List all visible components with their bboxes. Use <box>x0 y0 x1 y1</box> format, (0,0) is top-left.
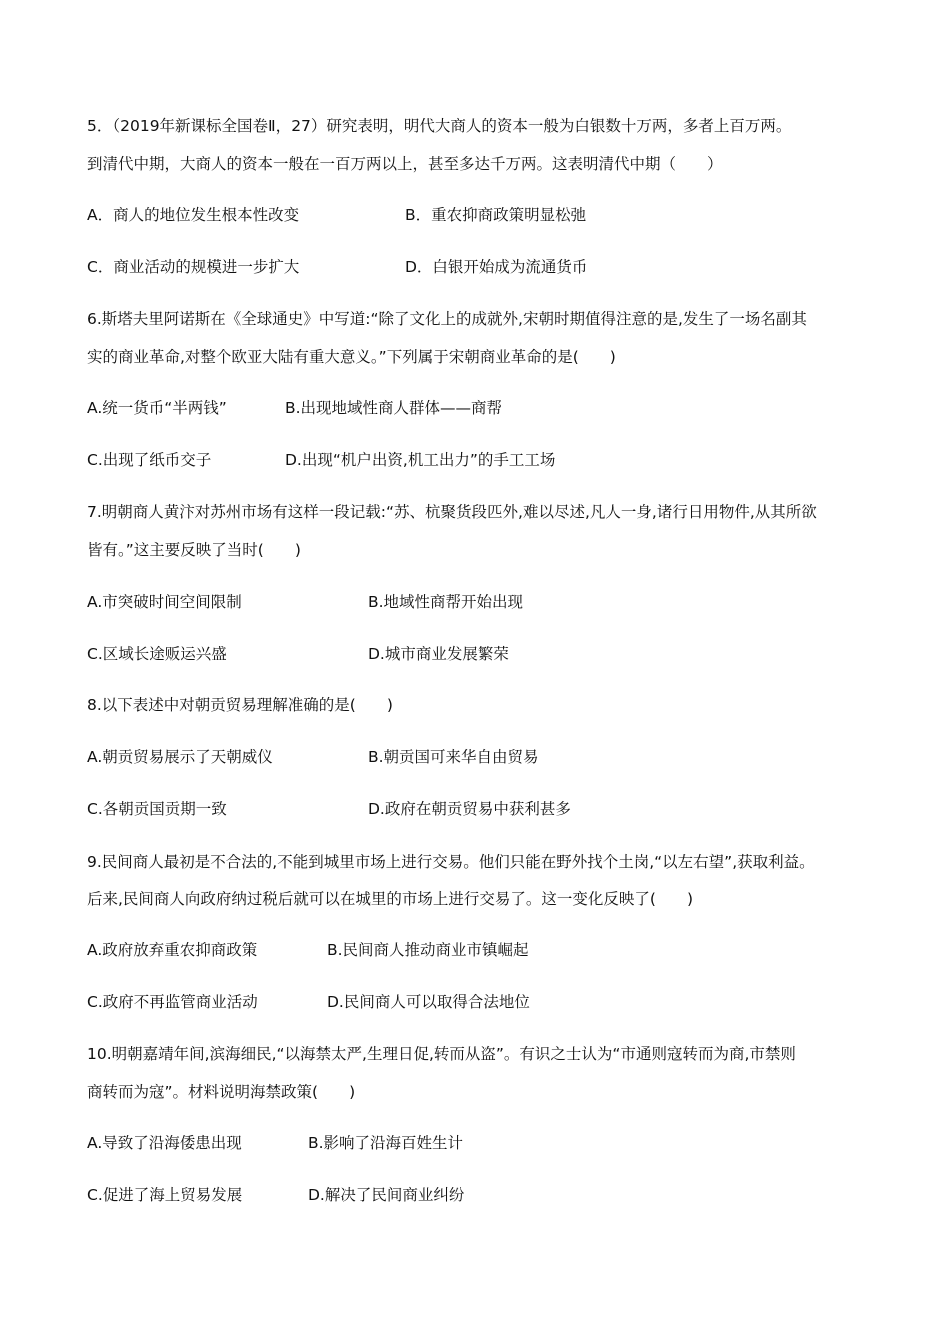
question-stem: 9.民间商人最初是不合法的,不能到城里市场上进行交易。他们只能在野外找个土岗,“以左右望”,获取利益。 <box>87 853 815 871</box>
option-c: C.政府不再监管商业活动 <box>87 993 258 1011</box>
option-a: A.政府放弃重农抑商政策 <box>87 941 258 959</box>
option-d: D.民间商人可以取得合法地位 <box>327 993 530 1011</box>
option-d: D.出现“机户出资,机工出力”的手工工场 <box>285 451 556 469</box>
question-stem: 5．（2019年新课标全国卷Ⅱ，27）研究表明，明代大商人的资本一般为白银数十万两，多者上百万两。 <box>87 117 792 135</box>
question-stem: 皆有。”这主要反映了当时( ) <box>87 541 301 559</box>
option-a: A.朝贡贸易展示了天朝威仪 <box>87 748 273 766</box>
question-stem: 到清代中期，大商人的资本一般在一百万两以上，甚至多达千万两。这表明清代中期（ ） <box>87 155 723 173</box>
question-stem: 后来,民间商人向政府纳过税后就可以在城里的市场上进行交易了。这一变化反映了( ) <box>87 890 694 908</box>
option-b: B.地域性商帮开始出现 <box>368 593 524 611</box>
question-stem: 10.明朝嘉靖年间,滨海细民,“以海禁太严,生理日促,转而从盗”。有识之士认为“市通则寇转而为商,市禁则 <box>87 1045 796 1063</box>
option-c: C．商业活动的规模进一步扩大 <box>87 258 300 276</box>
option-d: D.政府在朝贡贸易中获利甚多 <box>368 800 571 818</box>
question-stem: 商转而为寇”。材料说明海禁政策( ) <box>87 1083 356 1101</box>
option-a: A.统一货币“半两钱” <box>87 399 227 417</box>
option-c: C.各朝贡国贡期一致 <box>87 800 227 818</box>
option-c: C.促进了海上贸易发展 <box>87 1186 243 1204</box>
option-d: D．白银开始成为流通货币 <box>405 258 588 276</box>
question-stem: 6.斯塔夫里阿诺斯在《全球通史》中写道:“除了文化上的成就外,宋朝时期值得注意的是,发生了一场名副其 <box>87 310 807 328</box>
option-c: C.区域长途贩运兴盛 <box>87 645 227 663</box>
option-b: B.影响了沿海百姓生计 <box>308 1134 464 1152</box>
option-c: C.出现了纸币交子 <box>87 451 212 469</box>
question-stem: 8.以下表述中对朝贡贸易理解准确的是( ) <box>87 696 393 714</box>
option-b: B.出现地域性商人群体——商帮 <box>285 399 503 417</box>
option-a: A．商人的地位发生根本性改变 <box>87 206 300 224</box>
option-b: B.朝贡国可来华自由贸易 <box>368 748 539 766</box>
option-d: D.城市商业发展繁荣 <box>368 645 509 663</box>
option-a: A.导致了沿海倭患出现 <box>87 1134 242 1152</box>
option-d: D.解决了民间商业纠纷 <box>308 1186 465 1204</box>
question-stem: 7.明朝商人黄汴对苏州市场有这样一段记载:“苏、杭聚货段匹外,难以尽述,凡人一身,诸行日用物件,从其所欲 <box>87 503 817 521</box>
question-stem: 实的商业革命,对整个欧亚大陆有重大意义。”下列属于宋朝商业革命的是( ) <box>87 348 616 366</box>
option-b: B.民间商人推动商业市镇崛起 <box>327 941 529 959</box>
option-a: A.市突破时间空间限制 <box>87 593 242 611</box>
option-b: B．重农抑商政策明显松弛 <box>405 206 587 224</box>
